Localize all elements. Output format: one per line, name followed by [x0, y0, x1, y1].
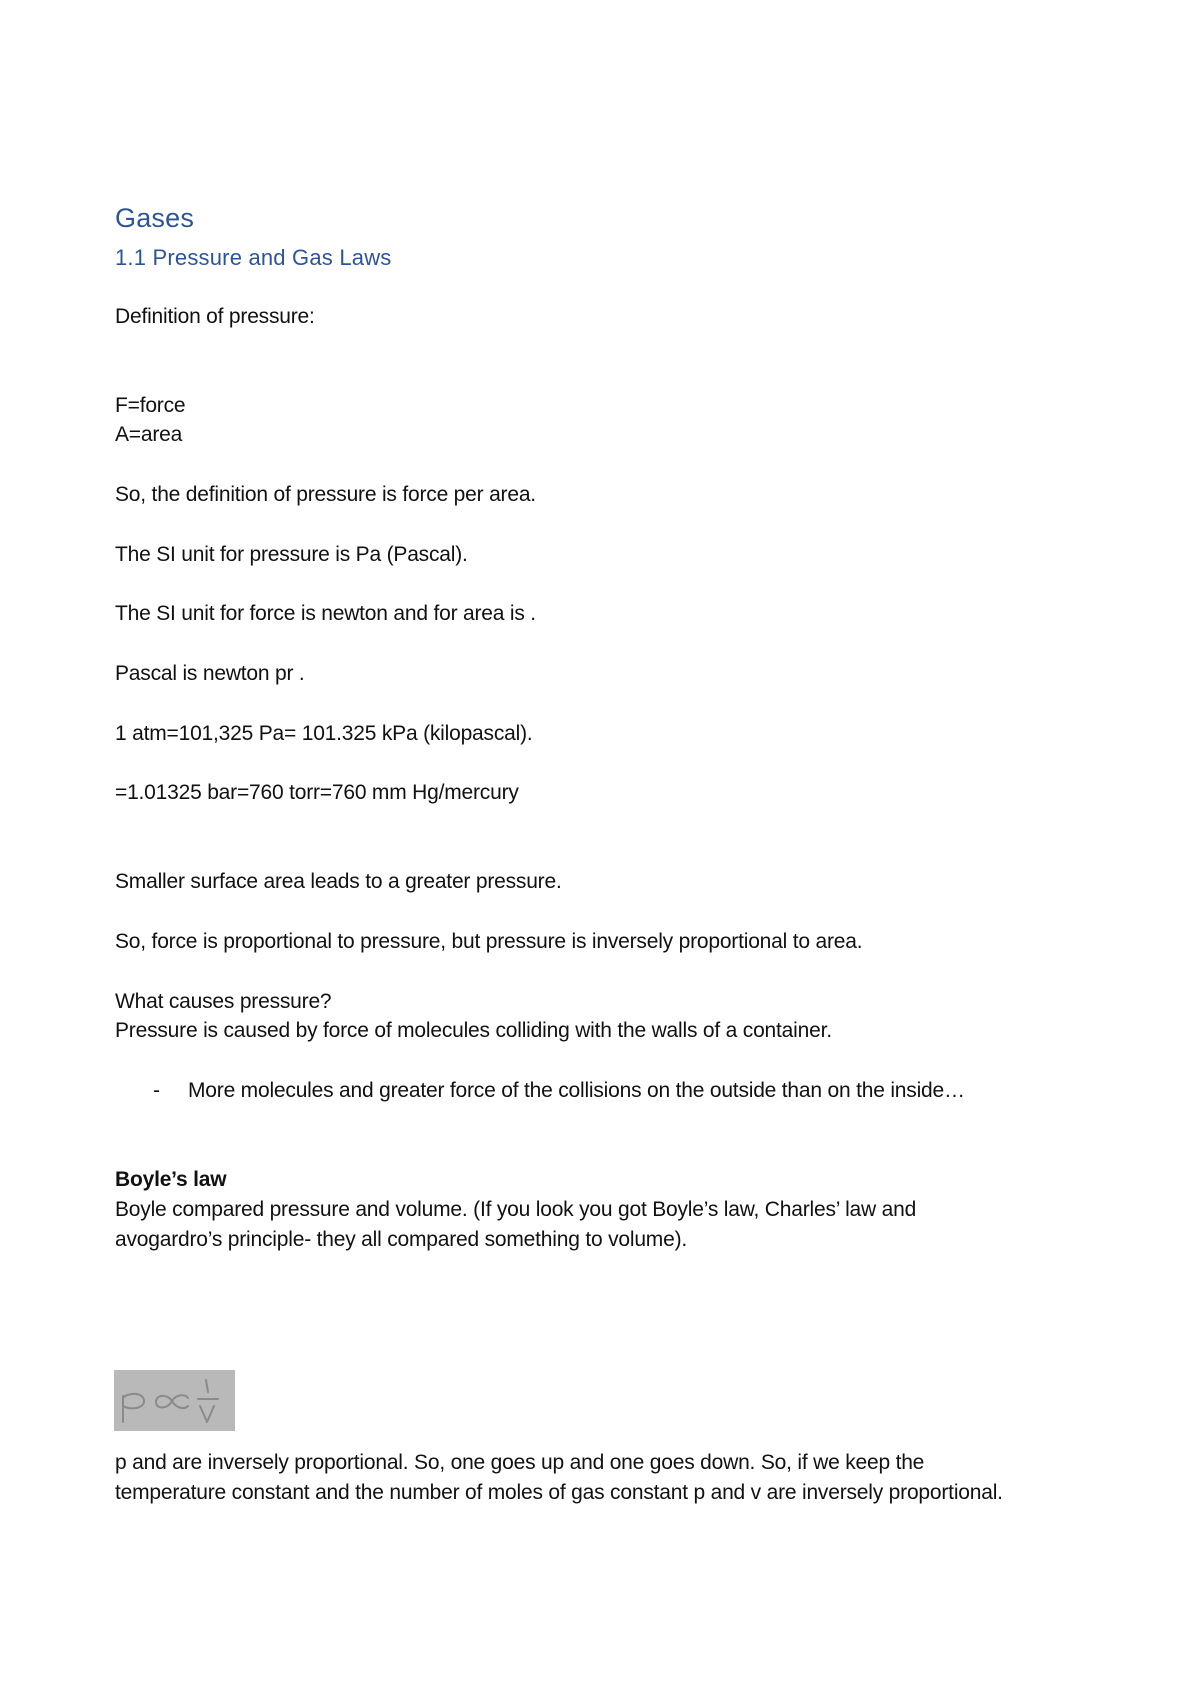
proportional-paragraph: So, force is proportional to pressure, but pressure is inversely proportional to area.: [115, 930, 863, 953]
page-title: Gases: [115, 203, 195, 233]
si-force-area-paragraph: The SI unit for force is newton and for area is .: [115, 602, 536, 625]
force-definition: F=force: [115, 394, 186, 417]
inverse-line-2: temperature constant and the number of moles of gas constant p and v are inversely proportional.: [115, 1481, 1003, 1504]
inverse-line-1: p and are inversely proportional. So, one goes up and one goes down. So, if we keep the: [115, 1451, 925, 1474]
proportional-formula-icon: [114, 1370, 235, 1431]
atm-equivalence: 1 atm=101,325 Pa= 101.325 kPa (kilopascal).: [115, 722, 533, 745]
what-causes-question: What causes pressure?: [115, 990, 332, 1013]
bar-equivalence: =1.01325 bar=760 torr=760 mm Hg/mercury: [115, 781, 519, 804]
boyle-line-1: Boyle compared pressure and volume. (If you look you got Boyle’s law, Charles’ law and: [115, 1198, 917, 1221]
surface-area-paragraph: Smaller surface area leads to a greater pressure.: [115, 870, 562, 893]
definition-summary: So, the definition of pressure is force per area.: [115, 483, 536, 506]
boyle-law-heading: Boyle’s law: [115, 1168, 227, 1191]
si-pressure-paragraph: The SI unit for pressure is Pa (Pascal).: [115, 543, 468, 566]
bullet-item: More molecules and greater force of the collisions on the outside than on the inside…: [188, 1079, 965, 1102]
definition-label: Definition of pressure:: [115, 305, 315, 328]
pascal-definition: Pascal is newton pr .: [115, 662, 305, 685]
section-heading: 1.1 Pressure and Gas Laws: [115, 245, 392, 270]
formula-image: [114, 1370, 235, 1431]
bullet-dash: -: [153, 1079, 160, 1102]
boyle-line-2: avogardro’s principle- they all compared something to volume).: [115, 1228, 688, 1251]
caused-by-paragraph: Pressure is caused by force of molecules colliding with the walls of a container.: [115, 1019, 832, 1042]
area-definition: A=area: [115, 423, 183, 446]
